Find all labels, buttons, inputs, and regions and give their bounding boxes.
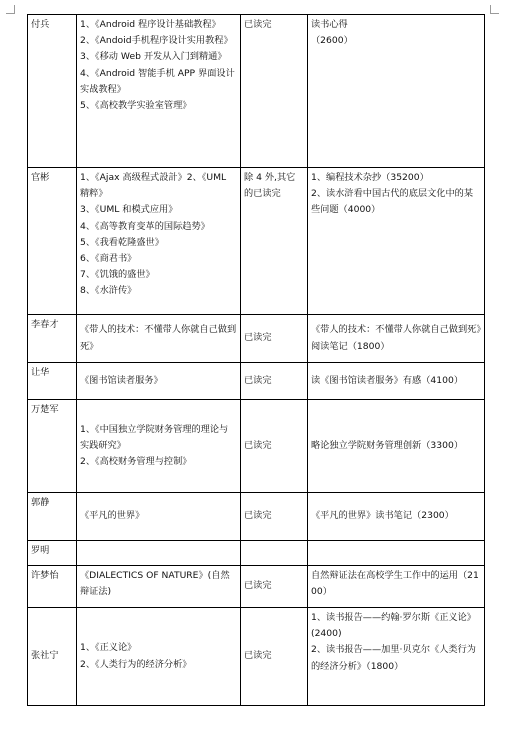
status-cell: 已读完 bbox=[241, 566, 308, 608]
book-item: 6、《商君书》 bbox=[80, 253, 137, 265]
table-row bbox=[28, 400, 485, 493]
status-cell: 已读完 bbox=[241, 400, 308, 493]
book-item: 1、《Android 程序设计基础教程》 bbox=[80, 19, 221, 30]
book-item: 1、《正义论》 bbox=[80, 642, 137, 654]
book-item: 2、《高校财务管理与控制》 bbox=[80, 456, 192, 468]
report-cell: 《带人的技术：不懂带人你就自己做到死》阅读笔记（1800） bbox=[308, 315, 485, 363]
book-item: 7、《饥饿的盛世》 bbox=[80, 269, 155, 281]
table-row bbox=[28, 493, 485, 541]
report-cell: 1、编程技术杂抄（35200） 2、读水浒看中国古代的底层文化中的某些问题（4000） bbox=[308, 168, 485, 315]
books-cell bbox=[77, 541, 241, 566]
name-cell: 张社宁 bbox=[28, 608, 77, 706]
name-cell: 李春才 bbox=[28, 315, 77, 363]
table-row bbox=[28, 15, 485, 168]
table-row bbox=[28, 315, 485, 363]
book-item: 4、《高等教育变革的国际趋势》 bbox=[80, 220, 210, 232]
book-item: 8、《水浒传》 bbox=[80, 285, 137, 297]
books-cell: 《图书馆读者服务》 bbox=[77, 363, 241, 400]
name-cell: 罗明 bbox=[28, 541, 77, 566]
books-cell: 《DIALECTICS OF NATURE》(自然辩证法) bbox=[77, 566, 241, 608]
status-cell: 已读完 bbox=[241, 363, 308, 400]
book-item: 1、《Ajax 高级程式設計》2、《UML 精粹》 bbox=[80, 172, 227, 200]
book-item: 5、《高校教学实验室管理》 bbox=[80, 100, 192, 112]
report-cell: 略论独立学院财务管理创新（3300） bbox=[308, 400, 485, 493]
name-cell: 付兵 bbox=[28, 15, 77, 168]
status-cell: 已读完 bbox=[241, 315, 308, 363]
report-cell: 读书心得 （2600） bbox=[308, 15, 485, 168]
name-cell: 万楚军 bbox=[28, 400, 77, 493]
book-item: 5、《我看乾隆盛世》 bbox=[80, 236, 164, 248]
table-row bbox=[28, 168, 485, 315]
name-cell: 官彬 bbox=[28, 168, 77, 315]
name-cell: 郭静 bbox=[28, 493, 77, 541]
book-item: 4、《Android 智能手机 APP 界面设计实战教程》 bbox=[80, 67, 235, 95]
books-cell: 《带人的技术：不懂带人你就自己做到死》 bbox=[77, 315, 241, 363]
status-cell: 已读完 bbox=[241, 493, 308, 541]
status-cell: 已读完 bbox=[241, 15, 308, 168]
books-cell bbox=[77, 168, 241, 315]
name-cell: 让华 bbox=[28, 363, 77, 400]
book-item: 3、《UML 和模式应用》 bbox=[80, 204, 178, 216]
books-cell bbox=[77, 608, 241, 706]
page-corner-mark-right bbox=[490, 5, 499, 14]
book-item: 2、《人类行为的经济分析》 bbox=[80, 658, 192, 670]
page-corner-mark-left bbox=[6, 5, 15, 14]
book-item: 3、《移动 Web 开发从入门到精通》 bbox=[80, 51, 227, 63]
table-row bbox=[28, 566, 485, 608]
report-cell: 《平凡的世界》读书笔记（2300） bbox=[308, 493, 485, 541]
report-cell: 1、读书报告——约翰·罗尔斯《正义论》(2400) 2、读书报告——加里·贝克尔《人类行为的经济分析》（1800） bbox=[308, 608, 485, 706]
report-cell bbox=[308, 541, 485, 566]
books-cell bbox=[77, 15, 241, 168]
reading-record-table bbox=[27, 14, 485, 706]
report-cell: 读《图书馆读者服务》有感（4100） bbox=[308, 363, 485, 400]
book-item: 1、《中国独立学院财务管理的理论与实践研究》 bbox=[80, 423, 229, 451]
report-cell: 自然辩证法在高校学生工作中的运用（2100） bbox=[308, 566, 485, 608]
name-cell: 许梦怡 bbox=[28, 566, 77, 608]
books-cell bbox=[77, 400, 241, 493]
table-row bbox=[28, 608, 485, 706]
books-cell: 《平凡的世界》 bbox=[77, 493, 241, 541]
status-cell: 除 4 外,其它的已读完 bbox=[241, 168, 308, 315]
status-cell bbox=[241, 541, 308, 566]
table-row bbox=[28, 363, 485, 400]
book-item: 2、《Andoid手机程序设计实用教程》 bbox=[80, 35, 233, 47]
table-row bbox=[28, 541, 485, 566]
status-cell: 已读完 bbox=[241, 608, 308, 706]
